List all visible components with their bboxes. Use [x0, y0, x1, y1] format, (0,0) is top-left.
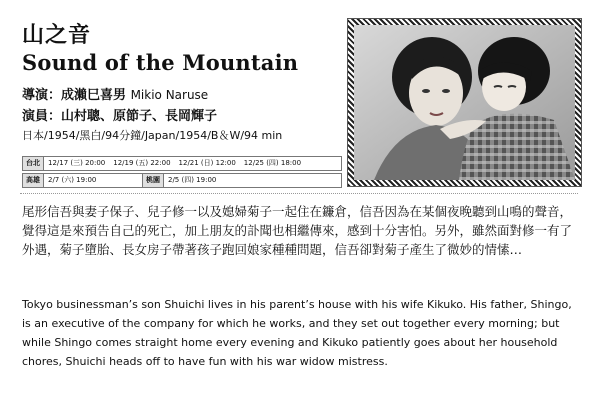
schedule-slot: 12/25 (四) 18:00 — [243, 159, 302, 167]
schedule-slot: 2/5 (四) 19:00 — [168, 176, 217, 184]
schedule-city: 桃園 — [142, 174, 164, 187]
director-en: Mikio Naruse — [130, 88, 209, 102]
director-label: 導演： — [22, 88, 62, 103]
schedule-row-taipei — [22, 156, 342, 171]
schedule-slot: 12/17 (三) 20:00 — [48, 159, 106, 167]
divider — [20, 193, 578, 194]
description-zh: 尾形信吾與妻子保子、兒子修一以及媳婦菊子一起住在鐮倉，信吾因為在某個夜晚聽到山鳴的聲音，覺得這是來預告自己的死亡，加上朋友的訃聞也相繼傳來，感到十分害怕。另外，雖然面對修一有了外遇，菊子墮胎、長女房子帶著孩子跑回娘家種種問題，信吾卻對菊子產生了微妙的情愫… — [22, 204, 573, 257]
title-zh: 山之音 — [22, 23, 92, 48]
film-meta: 日本/1954/黑白/94分鐘/Japan/1954/B＆W/94 min — [22, 129, 283, 142]
film-still-photo — [347, 18, 582, 187]
cast-names: 山村聰、原節子、長岡輝子 — [61, 109, 218, 124]
director-line — [22, 84, 208, 103]
schedule-row-kaohsiung-taoyuan — [22, 173, 342, 188]
description-en: Tokyo businessman’s son Shuichi lives in his parent’s house with his wife Kikuko. His father, Shingo, is an executive of the company for which he works, and they set out together every morning; but while Shingo comes straight home every evening and Kikuko patiently goes about her household chores, Shuichi heads off to have fun with his war widow mistress. — [22, 298, 572, 368]
schedule-slot: 12/21 (日) 12:00 — [178, 159, 236, 167]
schedule-city: 台北 — [23, 157, 44, 170]
schedule-slot: 2/7 (六) 19:00 — [48, 176, 97, 184]
schedule-city: 高雄 — [23, 174, 44, 187]
film-still-image — [354, 25, 575, 180]
title-en: Sound of the Mountain — [22, 50, 299, 75]
schedule-slot: 12/19 (五) 22:00 — [113, 159, 171, 167]
cast-label: 演員： — [22, 109, 62, 124]
cast-line — [22, 105, 217, 124]
director-zh: 成瀨巳喜男 — [61, 88, 127, 103]
